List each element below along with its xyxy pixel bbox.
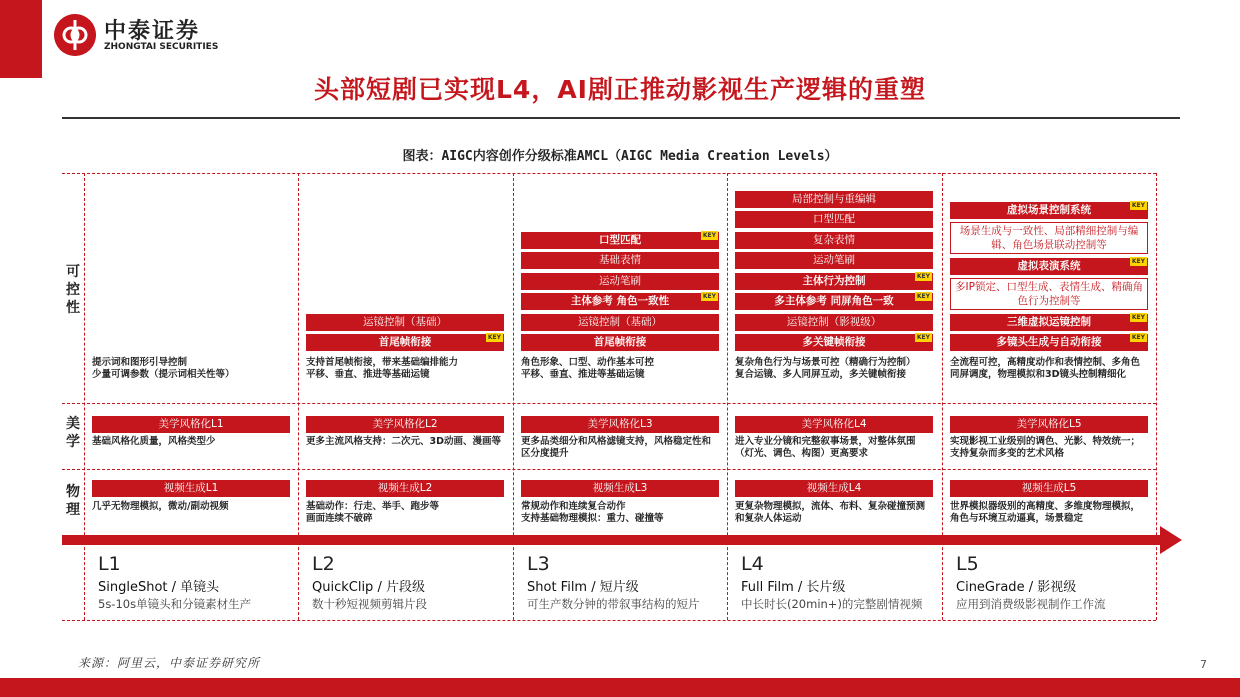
source-note: 来源：阿里云，中泰证券研究所 <box>78 656 261 670</box>
control-pill: 多关键帧衔接 KEY <box>735 334 933 351</box>
control-pill: 多主体参考 同屏角色一致 KEY <box>735 293 933 310</box>
aesthetic-pill: 美学风格化L4 <box>735 416 933 433</box>
logo-english-name: ZHONGTAI SECURITIES <box>104 42 219 52</box>
physics-description: 更复杂物理模拟，流体、布料、复杂碰撞预测和复杂人体运动 <box>735 501 926 524</box>
control-pill: 运镜控制（基础） <box>521 314 719 331</box>
logo-chinese-name: 中泰证券 <box>104 19 201 44</box>
key-badge: KEY <box>702 231 716 239</box>
level-label-l2 <box>312 553 427 612</box>
progress-arrow-head-icon <box>1160 526 1182 554</box>
key-badge: KEY <box>1131 313 1145 321</box>
key-badge: KEY <box>702 293 716 300</box>
aesthetic-description: 基础风格化质量，风格类型少 <box>92 436 216 447</box>
control-pill: 运镜控制（基础） <box>306 314 504 331</box>
level-label-l1 <box>98 553 251 612</box>
control-pill: 首尾帧衔接 KEY <box>306 334 504 351</box>
level-subtitle: 5s-10s单镜头和分镜素材生产 <box>98 597 252 611</box>
grid-line <box>84 173 85 620</box>
level-code: L5 <box>956 553 979 575</box>
aesthetic-pill: 美学风格化L5 <box>950 416 1148 433</box>
control-pill: 多镜头生成与自动衔接 KEY <box>950 334 1148 351</box>
grid-line <box>1156 173 1157 620</box>
physics-pill: 视频生成L2 <box>306 480 504 497</box>
level-code: L1 <box>98 553 121 575</box>
control-pill: 首尾帧衔接 <box>521 334 719 351</box>
level-code: L2 <box>312 553 335 575</box>
grid-line <box>62 469 1156 470</box>
grid-line <box>942 173 943 620</box>
control-pill: 复杂表情 <box>735 232 933 249</box>
row-label-control: 可控性 <box>66 264 80 316</box>
key-badge: KEY <box>1131 257 1145 265</box>
aesthetic-description: 更多主流风格支持：二次元、3D动画、漫画等 <box>306 436 501 447</box>
grid-line <box>62 403 1156 404</box>
page-title: 头部短剧已实现L4，AI剧正推动影视生产逻辑的重塑 <box>314 75 926 104</box>
physics-description: 常规动作和连续复合动作 支持基础物理模拟：重力、碰撞等 <box>521 501 664 524</box>
physics-description: 几乎无物理模拟，微动/副动视频 <box>92 501 229 512</box>
control-pill: 运镜控制（影视级） <box>735 314 933 331</box>
control-description: 全流程可控，高精度动作和表情控制、多角色同屏调度，物理模拟和3D镜头控制精细化 <box>950 357 1141 380</box>
control-pill: 虚拟表演系统 KEY <box>950 258 1148 275</box>
physics-pill: 视频生成L4 <box>735 480 933 497</box>
control-pill: 多IP锁定、口型生成、表情生成、精确角色行为控制等 <box>950 278 1148 310</box>
key-badge: KEY <box>1131 201 1145 209</box>
control-pill: 虚拟场景控制系统 KEY <box>950 202 1148 219</box>
aesthetic-description: 更多品类细分和风格滤镜支持，风格稳定性和区分度提升 <box>521 436 712 459</box>
grid-line <box>62 173 1156 174</box>
row-label-aesthetic: 美学 <box>66 416 80 450</box>
physics-pill: 视频生成L1 <box>92 480 290 497</box>
control-pill: 场景生成与一致性、局部精细控制与编辑、角色场景联动控制等 <box>950 222 1148 254</box>
level-name: Shot Film / 短片级 <box>527 580 639 595</box>
company-logo <box>54 14 234 56</box>
control-description: 提示词和图形引导控制 少量可调参数（提示词相关性等） <box>92 357 235 380</box>
bottom-red-bar <box>0 678 1240 697</box>
physics-description: 基础动作：行走、举手、跑步等 画面连续不破碎 <box>306 501 440 524</box>
level-subtitle: 应用到消费级影视制作工作流 <box>956 597 1106 611</box>
grid-line <box>727 173 728 620</box>
key-badge: KEY <box>487 334 501 341</box>
key-badge: KEY <box>916 334 930 341</box>
key-badge: KEY <box>916 293 930 300</box>
key-badge: KEY <box>916 272 930 280</box>
grid-line <box>513 173 514 620</box>
physics-pill: 视频生成L5 <box>950 480 1148 497</box>
level-code: L3 <box>527 553 550 575</box>
level-subtitle: 可生产数分钟的带叙事结构的短片 <box>527 597 700 611</box>
level-label-l5 <box>956 553 1106 612</box>
level-subtitle: 中长时长(20min+)的完整剧情视频 <box>741 597 923 611</box>
level-subtitle: 数十秒短视频剪辑片段 <box>312 597 427 611</box>
physics-description: 世界模拟器级别的高精度、多维度物理模拟，角色与环境互动逼真，场景稳定 <box>950 501 1141 524</box>
control-pill: 运动笔刷 <box>521 273 719 290</box>
aesthetic-description: 实现影视工业级别的调色、光影、特效统一；支持复杂而多变的艺术风格 <box>950 436 1141 459</box>
level-name: Full Film / 长片级 <box>741 580 846 595</box>
progress-arrow-shaft <box>62 535 1162 545</box>
page-number: 7 <box>1200 658 1207 671</box>
aesthetic-pill: 美学风格化L1 <box>92 416 290 433</box>
control-description: 支持首尾帧衔接，带来基础编排能力 平移、垂直、推进等基础运镜 <box>306 357 459 380</box>
level-name: CineGrade / 影视级 <box>956 580 1077 595</box>
figure-caption: 图表：AIGC内容创作分级标准AMCL（AIGC Media Creation Levels） <box>402 149 838 164</box>
level-code: L4 <box>741 553 764 575</box>
corner-red-bar <box>0 0 42 78</box>
aesthetic-description: 进入专业分镜和完整叙事场景，对整体氛围（灯光、调色、构图）更高要求 <box>735 436 916 459</box>
control-pill: 基础表情 <box>521 252 719 269</box>
level-name: SingleShot / 单镜头 <box>98 580 220 595</box>
level-name: QuickClip / 片段级 <box>312 580 425 595</box>
grid-line <box>298 173 299 620</box>
title-divider <box>62 117 1180 119</box>
level-label-l3 <box>527 553 700 612</box>
control-description: 角色形象、口型、动作基本可控 平移、垂直、推进等基础运镜 <box>521 357 655 380</box>
row-label-physics: 物理 <box>66 484 80 518</box>
control-pill: 主体参考 角色一致性 KEY <box>521 293 719 310</box>
control-description: 复杂角色行为与场景可控（精确行为控制） 复合运镜、多人同屏互动，多关键帧衔接 <box>735 357 916 380</box>
control-pill: 局部控制与重编辑 <box>735 191 933 208</box>
control-pill: 运动笔刷 <box>735 252 933 269</box>
key-badge: KEY <box>1131 334 1145 341</box>
aesthetic-pill: 美学风格化L3 <box>521 416 719 433</box>
grid-line <box>62 620 1156 621</box>
control-pill: 三维虚拟运镜控制 KEY <box>950 314 1148 331</box>
physics-pill: 视频生成L3 <box>521 480 719 497</box>
control-pill: 主体行为控制 KEY <box>735 273 933 290</box>
aesthetic-pill: 美学风格化L2 <box>306 416 504 433</box>
logo-mark-icon <box>54 14 96 56</box>
control-pill: 口型匹配 KEY <box>521 232 719 249</box>
level-label-l4 <box>741 553 922 612</box>
control-pill: 口型匹配 <box>735 211 933 228</box>
